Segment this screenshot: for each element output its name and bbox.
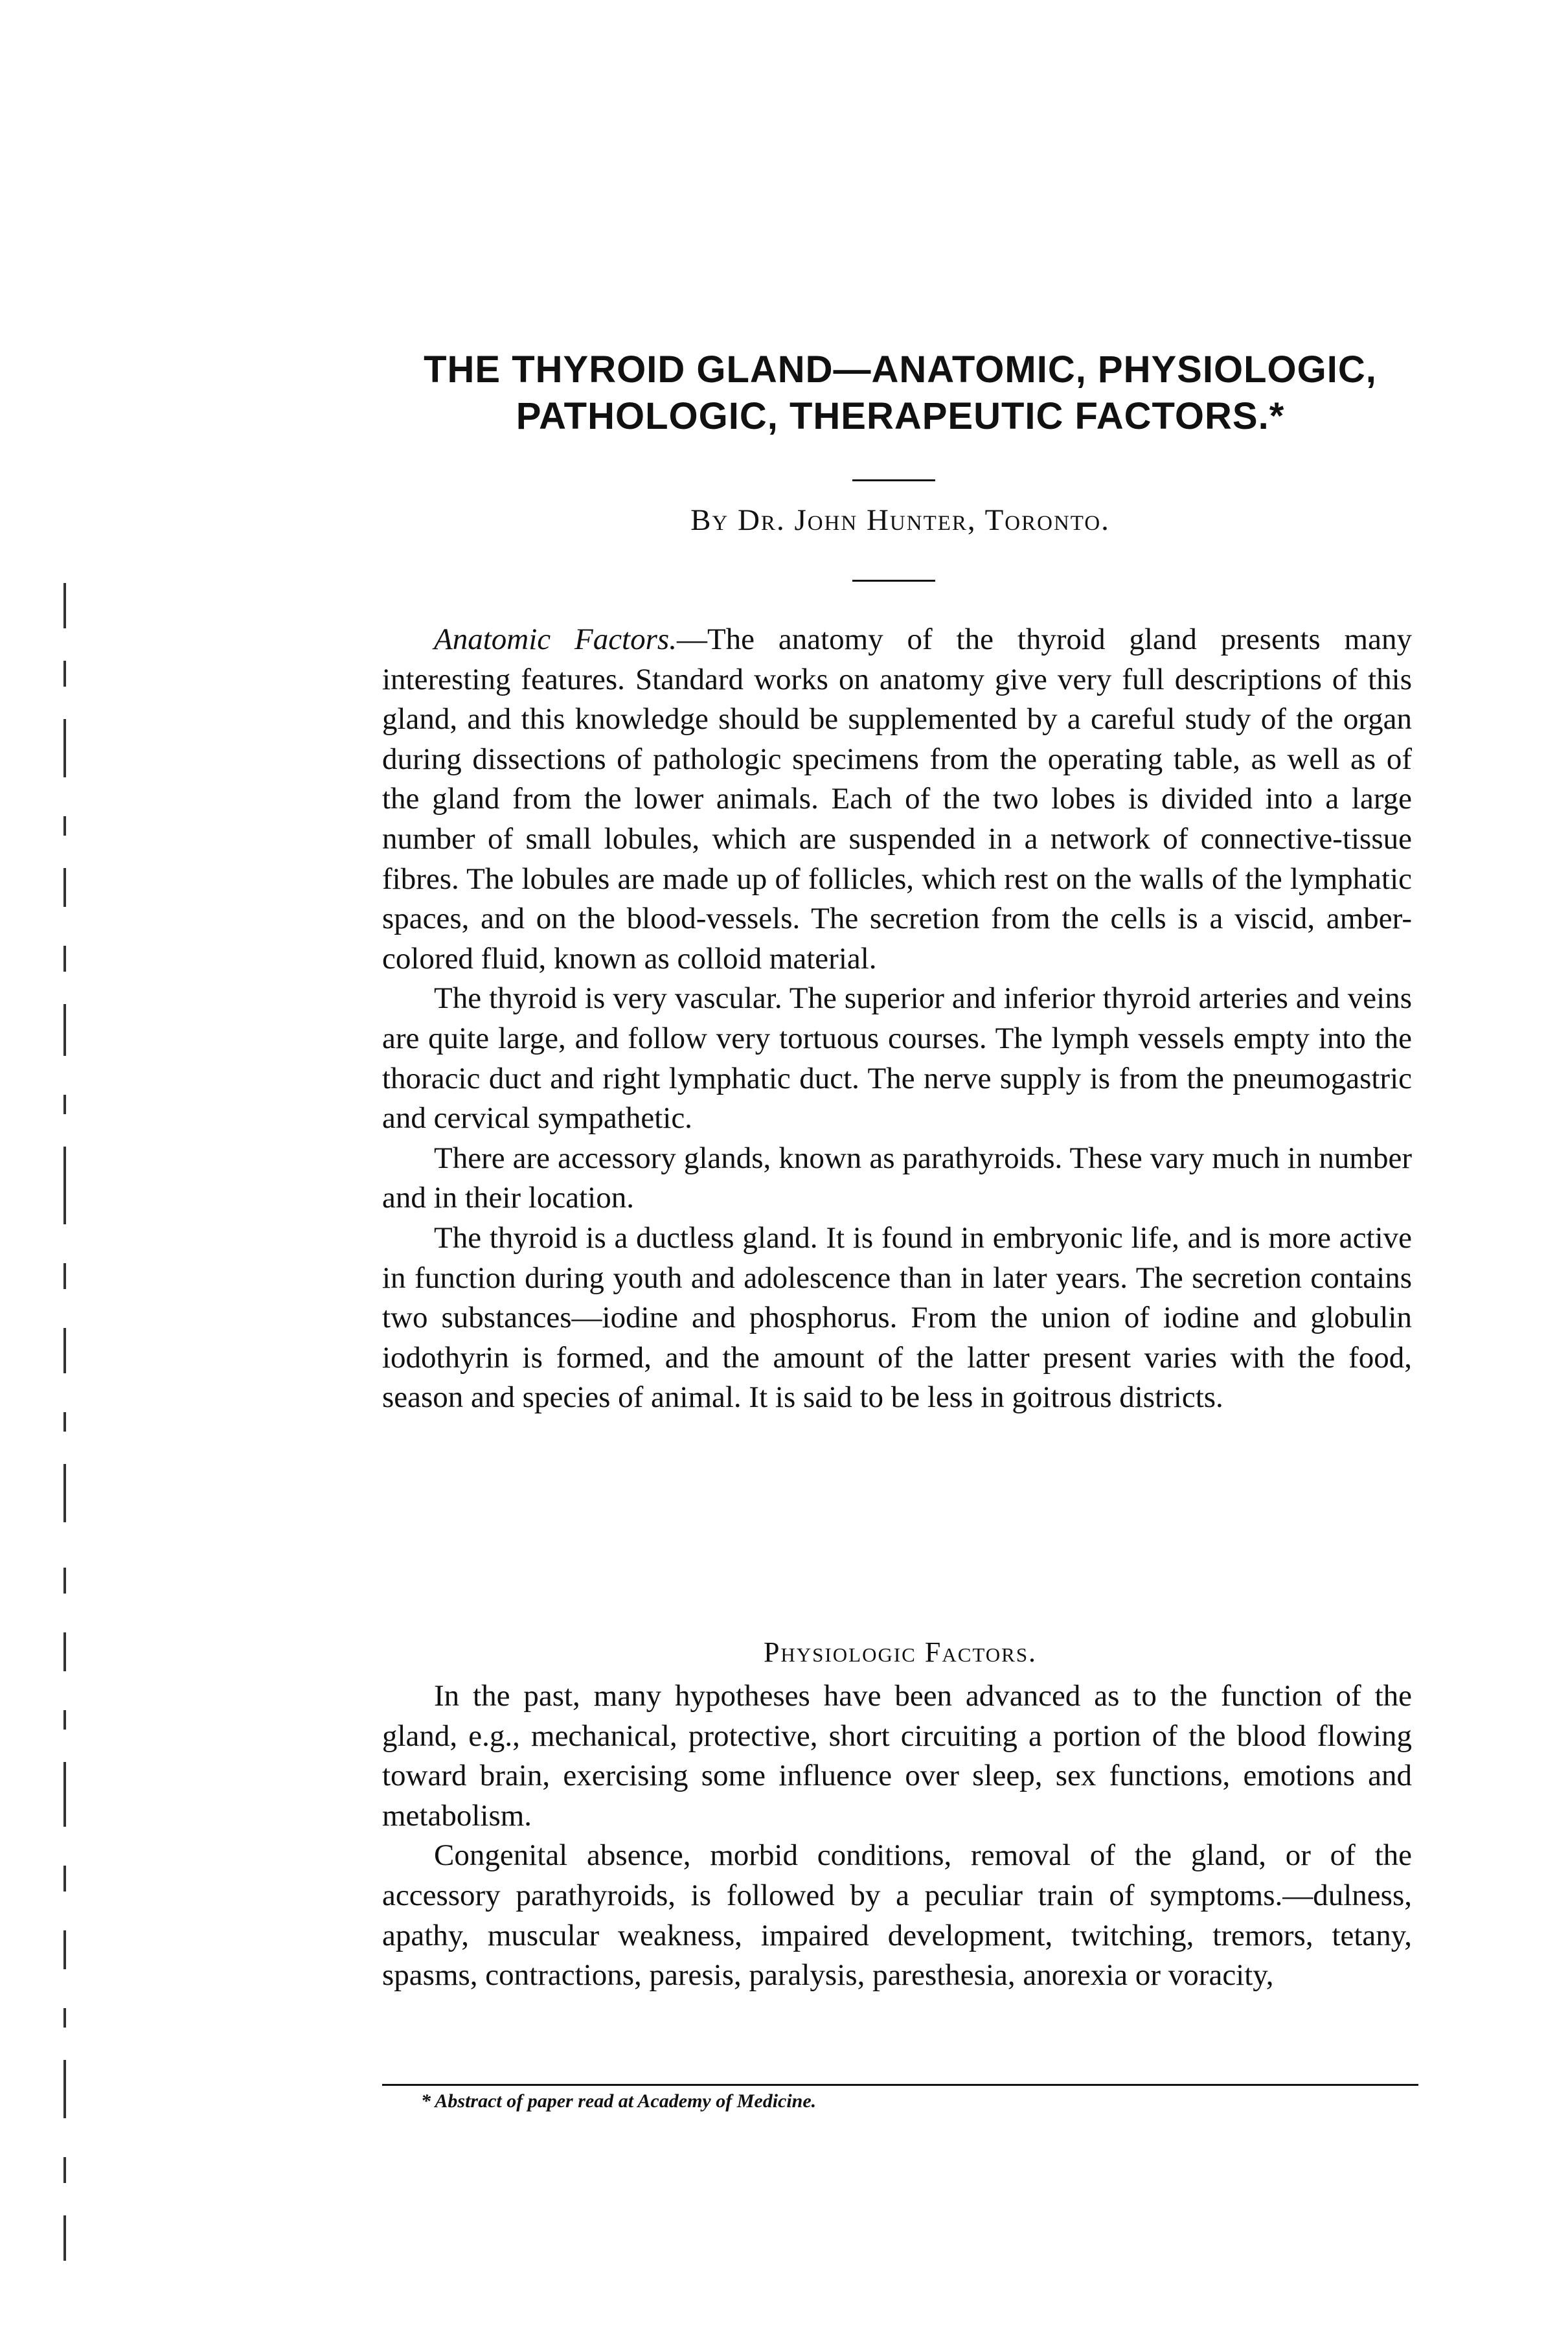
anatomic-paragraph-1-text: —The anatomy of the thyroid gland presents many interesting features. Standard works on anatomy give very full descriptions of this gland, and this knowledge should be supplemented by a careful study of the organ during dissections of pathologic specimens from the operating table, as well as of the gland from the lower animals. Each of the two lobes is divided into a large number of small lobules, which are suspended in a network of connective-tissue fibres. The lobules are made up of follicles, which rest on the walls of the lymphatic spaces, and on the blood-vessels. The secretion from the cells is a viscid, amber-colored fluid, known as colloid material. <box>382 623 1412 976</box>
anatomic-paragraph-2: The thyroid is very vascular. The superior and inferior thyroid arteries and veins are quite large, and follow very tortuous courses. The lymph vessels empty into the thoracic duct and right lymphatic duct. The nerve supply is from the pneumogastric and cervical sympathetic. <box>382 981 1412 1136</box>
anatomic-section <box>382 620 1412 1418</box>
physiologic-section <box>382 1676 1412 1996</box>
physiologic-heading: Physiologic Factors. <box>763 1636 1038 1668</box>
anatomic-paragraph-4: The thyroid is a ductless gland. It is found in embryonic life, and is more active in function during youth and adolescence than in later years. The secretion contains two substances—iodine and phosphorus. From the union of iodine and globulin iodothyrin is formed, and the amount of the latter present varies with the food, season and species of animal. It is said to be less in goitrous districts. <box>382 1220 1412 1415</box>
anatomic-lead: Anatomic Factors. <box>434 623 677 656</box>
physiologic-paragraph-2: Congenital absence, morbid conditions, removal of the gland, or of the accessory parathyroids, is followed by a peculiar train of symptoms.—dulness, apathy, muscular weakness, impaired development, twitching, tremors, tetany, spasms, contractions, paresis, paralysis, paresthesia, anorexia or voracity, <box>382 1838 1412 1993</box>
byline-divider <box>852 580 935 582</box>
footnote-divider <box>382 2084 1418 2086</box>
title-line-1: THE THYROID GLAND—ANATOMIC, PHYSIOLOGIC, <box>424 349 1377 391</box>
physiologic-paragraph-1: In the past, many hypotheses have been advanced as to the function of the gland, e.g., mechanical, protective, short circuiting a portion of the blood flowing toward brain, exercising some influence over sleep, sex functions, emotions and metabolism. <box>382 1679 1412 1833</box>
article-title <box>382 347 1418 440</box>
footnote: * Abstract of paper read at Academy of Medicine. <box>421 2090 817 2112</box>
anatomic-paragraph-3: There are accessory glands, known as parathyroids. These vary much in number and in their location. <box>382 1141 1412 1215</box>
anatomic-paragraph-1 <box>382 620 1412 979</box>
title-line-2: PATHOLOGIC, THERAPEUTIC FACTORS.* <box>516 395 1285 437</box>
scan-edge-marks <box>63 583 70 2300</box>
title-divider <box>852 479 935 481</box>
author-byline: By Dr. John Hunter, Toronto. <box>690 503 1110 537</box>
